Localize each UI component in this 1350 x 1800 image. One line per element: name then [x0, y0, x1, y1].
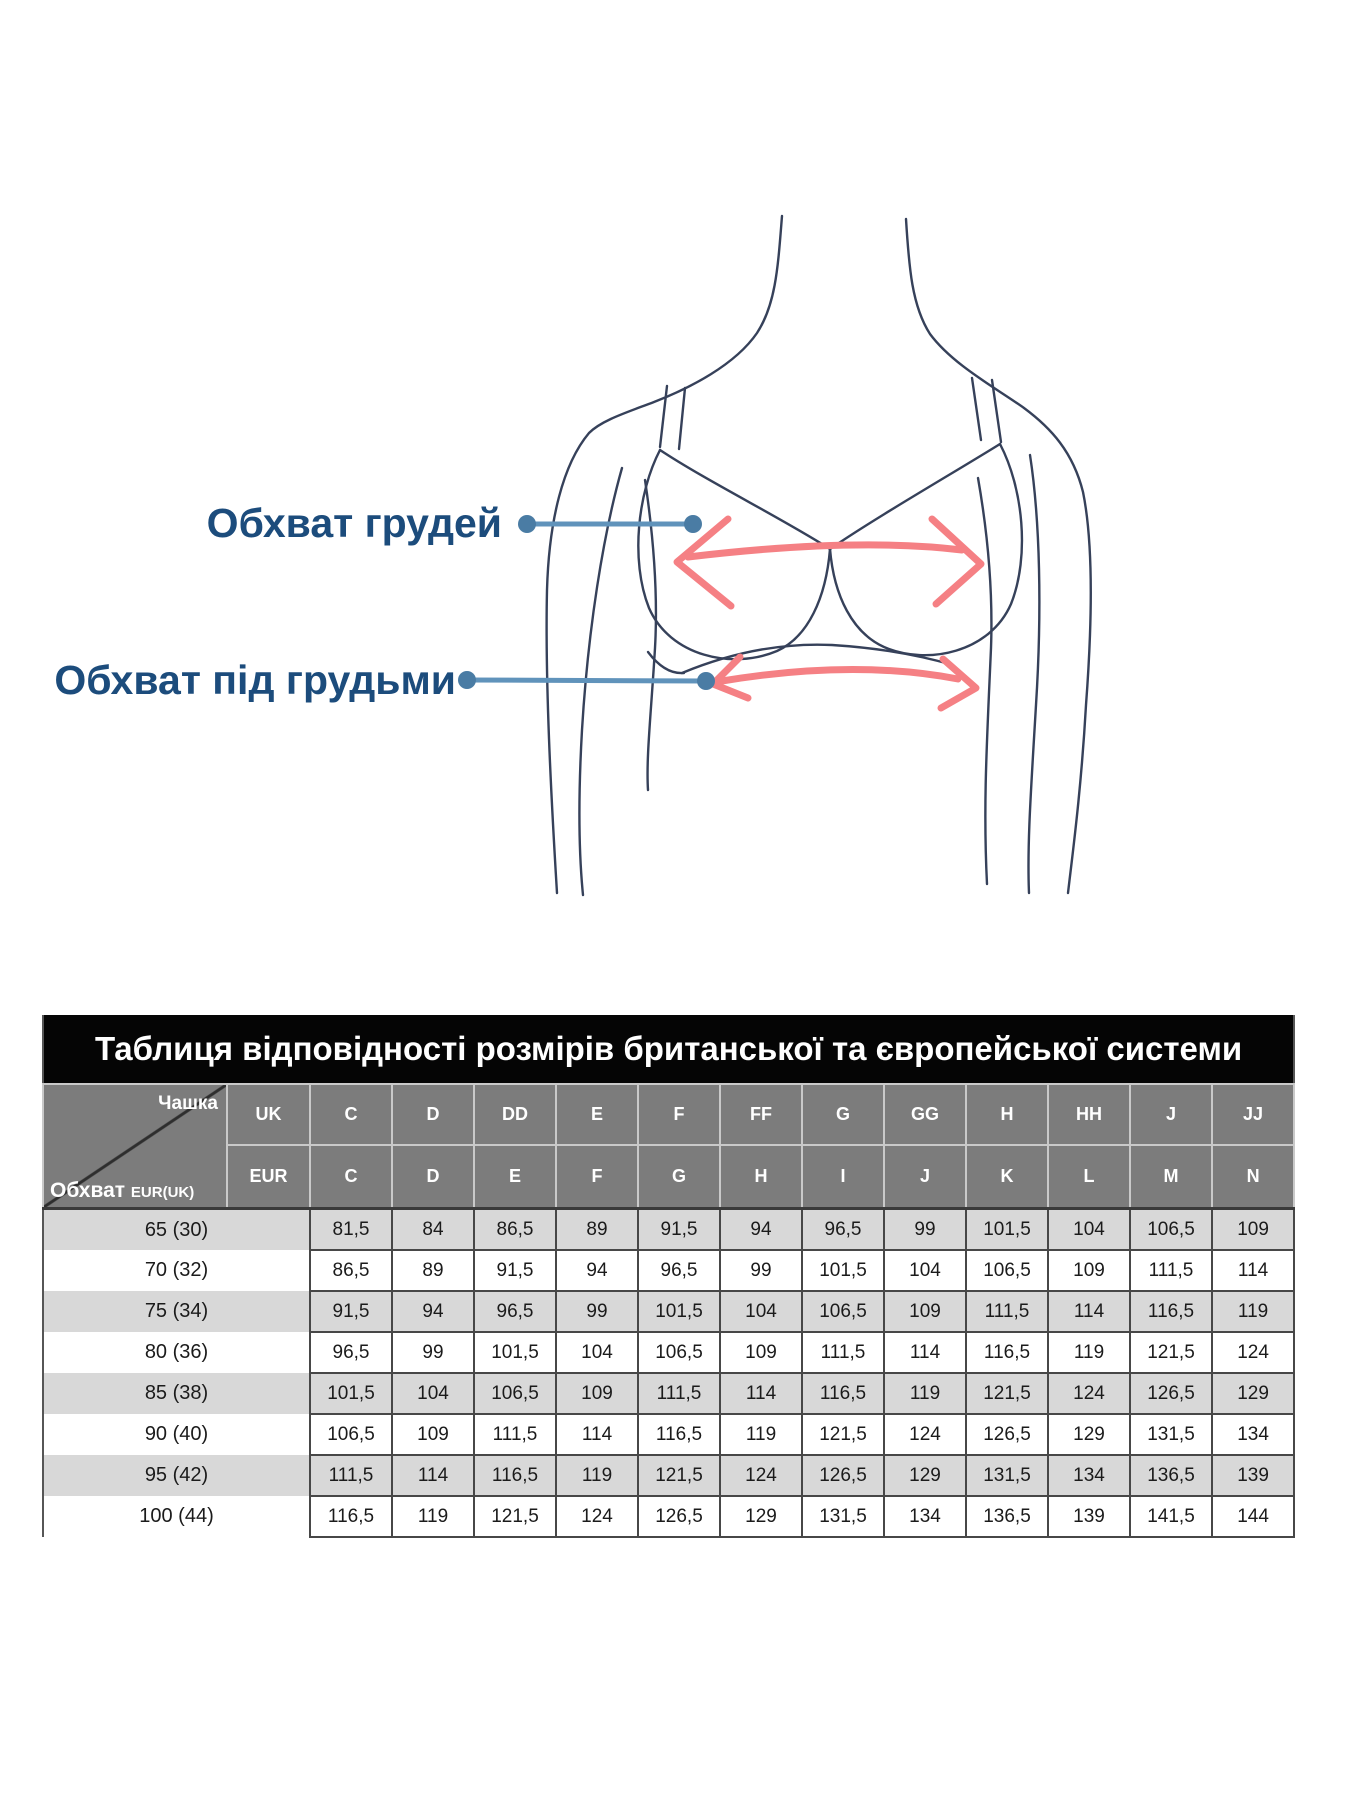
- size-value-cell: 104: [884, 1250, 966, 1291]
- size-value-cell: 134: [884, 1496, 966, 1537]
- uk-cup-header: E: [556, 1084, 638, 1145]
- size-value-cell: 124: [556, 1496, 638, 1537]
- uk-cup-header: JJ: [1212, 1084, 1294, 1145]
- size-value-cell: 116,5: [802, 1373, 884, 1414]
- size-conversion-table: [42, 1015, 1295, 1538]
- corner-cell: [43, 1084, 227, 1209]
- size-value-cell: 121,5: [638, 1455, 720, 1496]
- size-value-cell: 124: [720, 1455, 802, 1496]
- size-value-cell: 129: [1048, 1414, 1130, 1455]
- size-value-cell: 109: [1048, 1250, 1130, 1291]
- uk-header-row: [43, 1084, 1294, 1145]
- size-value-cell: 106,5: [966, 1250, 1048, 1291]
- uk-cup-header: D: [392, 1084, 474, 1145]
- uk-cup-header: G: [802, 1084, 884, 1145]
- bust-arrow-shaft: [688, 545, 962, 557]
- size-value-cell: 91,5: [638, 1209, 720, 1251]
- eur-cup-header: J: [884, 1145, 966, 1209]
- bust-arrow-right-head: [932, 519, 981, 604]
- left-neck-shoulder-arm: [547, 216, 782, 893]
- uk-cup-header: GG: [884, 1084, 966, 1145]
- size-value-cell: 111,5: [802, 1332, 884, 1373]
- girth-row-label: 100 (44): [43, 1496, 310, 1537]
- size-value-cell: 136,5: [1130, 1455, 1212, 1496]
- size-value-cell: 101,5: [966, 1209, 1048, 1251]
- size-value-cell: 116,5: [474, 1455, 556, 1496]
- size-table-body: [43, 1209, 1294, 1538]
- eur-cup-header: C: [310, 1145, 392, 1209]
- table-title-row: [43, 1015, 1294, 1084]
- size-value-cell: 109: [392, 1414, 474, 1455]
- size-value-cell: 104: [1048, 1209, 1130, 1251]
- size-value-cell: 86,5: [310, 1250, 392, 1291]
- eur-cup-header: N: [1212, 1145, 1294, 1209]
- eur-cup-header: L: [1048, 1145, 1130, 1209]
- eur-cup-header: I: [802, 1145, 884, 1209]
- size-table-row: [43, 1332, 1294, 1373]
- size-value-cell: 114: [884, 1332, 966, 1373]
- eur-system-label: EUR: [227, 1145, 310, 1209]
- uk-cup-header: FF: [720, 1084, 802, 1145]
- size-value-cell: 129: [884, 1455, 966, 1496]
- size-table-row: [43, 1373, 1294, 1414]
- underbust-arrow-shaft: [722, 669, 958, 681]
- girth-row-label: 95 (42): [43, 1455, 310, 1496]
- size-value-cell: 106,5: [310, 1414, 392, 1455]
- size-value-cell: 106,5: [802, 1291, 884, 1332]
- size-table-row: [43, 1455, 1294, 1496]
- size-value-cell: 111,5: [638, 1373, 720, 1414]
- size-table-row: [43, 1209, 1294, 1251]
- uk-cup-header: HH: [1048, 1084, 1130, 1145]
- size-value-cell: 81,5: [310, 1209, 392, 1251]
- underbust-callout-dot-start: [458, 671, 476, 689]
- size-value-cell: 111,5: [474, 1414, 556, 1455]
- bust-callout-dot-end: [684, 515, 702, 533]
- size-value-cell: 126,5: [966, 1414, 1048, 1455]
- size-value-cell: 119: [720, 1414, 802, 1455]
- eur-cup-header: M: [1130, 1145, 1212, 1209]
- size-value-cell: 136,5: [966, 1496, 1048, 1537]
- size-table-row: [43, 1291, 1294, 1332]
- size-value-cell: 106,5: [1130, 1209, 1212, 1251]
- underbust-callout-dot-end: [697, 672, 715, 690]
- size-value-cell: 106,5: [638, 1332, 720, 1373]
- right-neck-shoulder-arm: [906, 219, 1091, 893]
- underbust-label: Обхват під грудьми: [54, 657, 456, 703]
- girth-row-label: 85 (38): [43, 1373, 310, 1414]
- size-value-cell: 124: [1048, 1373, 1130, 1414]
- size-value-cell: 94: [556, 1250, 638, 1291]
- eur-cup-header: E: [474, 1145, 556, 1209]
- eur-cup-header: F: [556, 1145, 638, 1209]
- size-value-cell: 109: [720, 1332, 802, 1373]
- eur-cup-header: K: [966, 1145, 1048, 1209]
- underbust-arrow-right-head: [941, 659, 976, 708]
- size-value-cell: 86,5: [474, 1209, 556, 1251]
- size-value-cell: 106,5: [474, 1373, 556, 1414]
- size-value-cell: 126,5: [802, 1455, 884, 1496]
- uk-cup-header: H: [966, 1084, 1048, 1145]
- right-torso-side: [978, 478, 991, 884]
- size-value-cell: 131,5: [1130, 1414, 1212, 1455]
- size-value-cell: 99: [392, 1332, 474, 1373]
- size-value-cell: 111,5: [1130, 1250, 1212, 1291]
- size-table-row: [43, 1496, 1294, 1537]
- size-value-cell: 139: [1212, 1455, 1294, 1496]
- size-value-cell: 134: [1048, 1455, 1130, 1496]
- size-value-cell: 119: [556, 1455, 638, 1496]
- eur-cup-header: G: [638, 1145, 720, 1209]
- girth-row-label: 65 (30): [43, 1209, 310, 1251]
- eur-cup-header: H: [720, 1145, 802, 1209]
- size-value-cell: 109: [1212, 1209, 1294, 1251]
- size-value-cell: 139: [1048, 1496, 1130, 1537]
- size-value-cell: 96,5: [638, 1250, 720, 1291]
- size-value-cell: 131,5: [966, 1455, 1048, 1496]
- size-value-cell: 141,5: [1130, 1496, 1212, 1537]
- bust-arrow-left-head: [677, 519, 731, 606]
- size-value-cell: 104: [392, 1373, 474, 1414]
- size-value-cell: 129: [1212, 1373, 1294, 1414]
- girth-row-label: 80 (36): [43, 1332, 310, 1373]
- right-cup-top: [830, 444, 1000, 549]
- size-value-cell: 121,5: [1130, 1332, 1212, 1373]
- right-inner-arm: [1028, 455, 1039, 893]
- bust-callout-dot-start: [518, 515, 536, 533]
- uk-system-label: UK: [227, 1084, 310, 1145]
- size-value-cell: 111,5: [966, 1291, 1048, 1332]
- size-value-cell: 104: [556, 1332, 638, 1373]
- girth-row-label: 75 (34): [43, 1291, 310, 1332]
- size-value-cell: 94: [720, 1209, 802, 1251]
- girth-row-label: 70 (32): [43, 1250, 310, 1291]
- eur-cup-header: D: [392, 1145, 474, 1209]
- uk-cup-header: J: [1130, 1084, 1212, 1145]
- girth-corner-label: Обхват EUR(UK): [50, 1179, 195, 1202]
- size-value-cell: 114: [720, 1373, 802, 1414]
- figure-outline: [547, 216, 1091, 895]
- uk-cup-header: C: [310, 1084, 392, 1145]
- eur-header-row: [43, 1145, 1294, 1209]
- size-value-cell: 134: [1212, 1414, 1294, 1455]
- uk-cup-header: DD: [474, 1084, 556, 1145]
- size-value-cell: 119: [392, 1496, 474, 1537]
- girth-row-label: 90 (40): [43, 1414, 310, 1455]
- size-value-cell: 124: [884, 1414, 966, 1455]
- size-value-cell: 116,5: [966, 1332, 1048, 1373]
- bust-label: Обхват грудей: [206, 500, 502, 546]
- left-cup-top: [660, 450, 830, 549]
- size-value-cell: 99: [720, 1250, 802, 1291]
- size-value-cell: 131,5: [802, 1496, 884, 1537]
- size-value-cell: 114: [392, 1455, 474, 1496]
- size-value-cell: 144: [1212, 1496, 1294, 1537]
- size-value-cell: 121,5: [966, 1373, 1048, 1414]
- size-value-cell: 94: [392, 1291, 474, 1332]
- size-value-cell: 96,5: [474, 1291, 556, 1332]
- size-value-cell: 96,5: [802, 1209, 884, 1251]
- size-value-cell: 121,5: [802, 1414, 884, 1455]
- size-value-cell: 119: [1048, 1332, 1130, 1373]
- size-value-cell: 109: [884, 1291, 966, 1332]
- size-value-cell: 116,5: [310, 1496, 392, 1537]
- size-value-cell: 101,5: [802, 1250, 884, 1291]
- size-value-cell: 111,5: [310, 1455, 392, 1496]
- table-title: Таблиця відповідності розмірів британської та європейської системи: [43, 1015, 1294, 1084]
- size-table-row: [43, 1250, 1294, 1291]
- uk-cup-header: F: [638, 1084, 720, 1145]
- size-value-cell: 116,5: [1130, 1291, 1212, 1332]
- size-value-cell: 99: [884, 1209, 966, 1251]
- size-value-cell: 84: [392, 1209, 474, 1251]
- size-value-cell: 101,5: [310, 1373, 392, 1414]
- size-value-cell: 121,5: [474, 1496, 556, 1537]
- size-value-cell: 119: [884, 1373, 966, 1414]
- size-value-cell: 129: [720, 1496, 802, 1537]
- right-strap: [972, 378, 1001, 442]
- size-value-cell: 91,5: [310, 1291, 392, 1332]
- size-value-cell: 99: [556, 1291, 638, 1332]
- size-value-cell: 89: [556, 1209, 638, 1251]
- cup-corner-label: Чашка: [158, 1093, 218, 1114]
- size-value-cell: 114: [556, 1414, 638, 1455]
- size-value-cell: 124: [1212, 1332, 1294, 1373]
- size-table-container: [42, 1015, 1295, 1538]
- size-value-cell: 116,5: [638, 1414, 720, 1455]
- size-value-cell: 126,5: [1130, 1373, 1212, 1414]
- size-value-cell: 114: [1212, 1250, 1294, 1291]
- size-value-cell: 114: [1048, 1291, 1130, 1332]
- size-value-cell: 91,5: [474, 1250, 556, 1291]
- size-value-cell: 101,5: [638, 1291, 720, 1332]
- size-table-row: [43, 1414, 1294, 1455]
- size-value-cell: 126,5: [638, 1496, 720, 1537]
- size-value-cell: 89: [392, 1250, 474, 1291]
- size-value-cell: 96,5: [310, 1332, 392, 1373]
- size-value-cell: 119: [1212, 1291, 1294, 1332]
- size-value-cell: 101,5: [474, 1332, 556, 1373]
- underbust-measure-arrow: [713, 657, 976, 708]
- size-value-cell: 104: [720, 1291, 802, 1332]
- size-value-cell: 109: [556, 1373, 638, 1414]
